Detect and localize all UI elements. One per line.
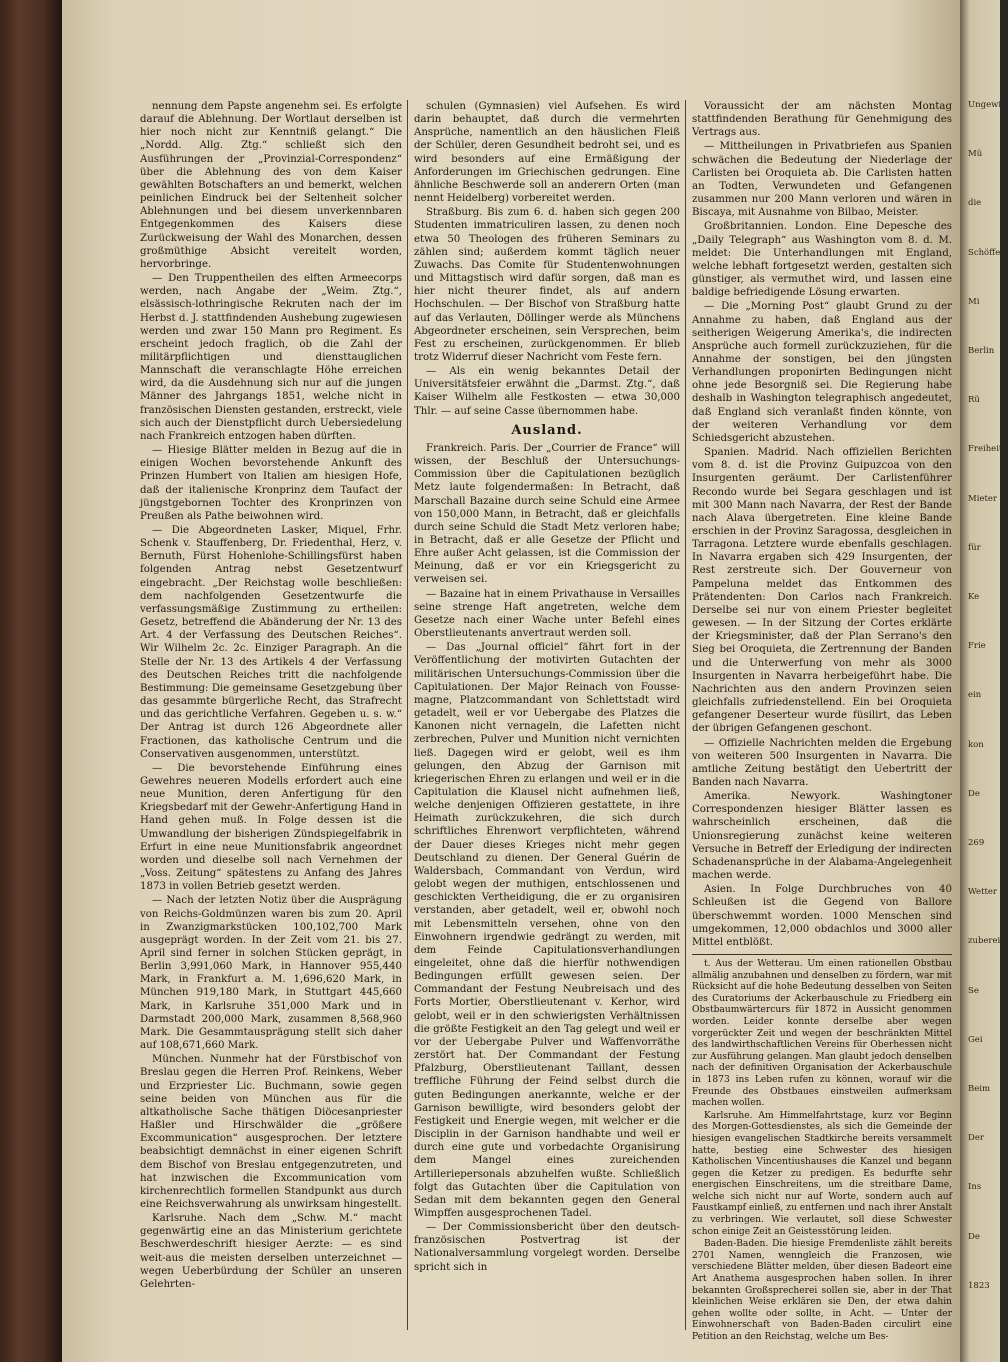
next-page-fragment: Mi bbox=[968, 296, 980, 307]
next-page-fragment: Mieter bbox=[968, 493, 997, 504]
paragraph: — Als ein wenig bekanntes Detail der Universitätsfeier erwähnt die „Darmst. Ztg.“, daß Kaiser Wilhelm alle Festkosten — etwa 30,000 Thlr. — auf seine Casse übernommen habe. bbox=[414, 366, 680, 417]
paragraph: — Der Commissionsbericht über den deutsch-französischen Postvertrag ist der Nationalversammlung vorgelegt worden. Derselbe spricht sich in bbox=[414, 1222, 680, 1273]
newspaper-page bbox=[62, 0, 960, 1362]
next-page-fragment: zuberei bbox=[968, 936, 1001, 947]
paragraph: — Offizielle Nachrichten melden die Ergebung von weiteren 500 Insurgenten in Navarra. Die amtliche Zeitung bestätigt den Uebertritt der Banden nach Navarra. bbox=[692, 737, 952, 788]
paragraph: Spanien. Madrid. Nach offiziellen Berichten vom 8. d. ist die Provinz Guipuzcoa von den Insurgenten geräumt. Der Carlistenführer Recondo wurde bei Segara geschlagen und ist mit 300 Mann nach Navarra, der Rest der Bande nach Alava übergetreten. Eine kleine Bande erschien in der Provinz Saragossa, desgleichen in Tarragona. Letztere wurde ebenfalls geschlagen. In Navarra ergaben sich 429 Insurgenten, der Rest zerstreute sich. Der Gouverneur von Pampeluna meldet das Entkommen des Prätendenten: Don Carlos nach Frankreich. Derselbe sei nur von einem Priester begleitet gewesen. — In der Sitzung der Cortes erklärte der Kriegsminister, daß der Plan Serrano's den Sieg bei Oroquieta, die Zertrennung der Banden und die Unterwerfung von mehr als 3000 Insurgenten in Navarra herbeigeführt habe. Die Nachrichten aus den andern Provinzen seien gleichfalls zufriedenstellend. Ein bei Oroquieta gefangener Deserteur wurde füsilirt, das Leben der übrigen Gefangenen geschont. bbox=[692, 447, 952, 735]
next-page-fragment: Mü bbox=[968, 149, 983, 160]
paragraph: — Nach der letzten Notiz über die Ausprägung von Reichs-Goldmünzen waren bis zum 20. April in Zwanzigmarkstücken 100,102,700 Mark ausgeprägt worden. In der Zeit vom 21. bis 27. April sind ferner in solchen Stücken geprägt, in Berlin 3,991,060 Mark, in Hannover 955,440 Mark, in Frankfurt a. M. 1,696,620 Mark, in München 919,180 Mark, in Stuttgart 445,660 Mark, in Karlsruhe 351,000 Mark und in Darmstadt 200,000 Mark, zusammen 8,568,960 Mark. Die Gesammtausprägung stellt sich daher auf 108,671,660 Mark. bbox=[140, 895, 402, 1052]
next-page-fragment: Ke bbox=[968, 592, 980, 602]
column-1 bbox=[140, 100, 402, 1330]
next-page-fragment: Gei bbox=[968, 1034, 983, 1045]
next-page-fragment: De bbox=[968, 1231, 980, 1242]
adjacent-page-edge bbox=[960, 0, 1006, 1362]
next-page-fragment: De bbox=[968, 788, 980, 799]
column-3 bbox=[692, 100, 952, 1342]
next-page-fragment: Wetter bbox=[968, 887, 997, 898]
paragraph: Voraussicht der am nächsten Montag stattfindenden Berathung für Genehmigung des Vertrags aus. bbox=[692, 101, 952, 139]
paragraph: — Mittheilungen in Privatbriefen aus Spanien schwächen die Bedeutung der Niederlage der Carlisten bei Oroquieta ab. Die Carlisten hatten an Todten, Verwundeten und Gefangenen zusammen nur 200 Mann verloren und wären in Biscaya, mit Ausnahme von Bilbao, Meister. bbox=[692, 141, 952, 219]
paragraph: — Die Abgeordneten Lasker, Miquel, Frhr. Schenk v. Stauffenberg, Dr. Friedenthal, Herz, v. Bernuth, Fürst Hohenlohe-Schillingsfürst haben folgenden Antrag nebst Gesetzentwurf eingebracht. „Der Reichstag wolle beschließen: dem nachfolgenden Gesetzentwurfe die verfassungsmäßige Zustimmung zu ertheilen: Gesetz, betreffend die Abänderung der Nr. 13 des Art. 4 der Verfassung des Deutschen Reiches“. Wir Wilhelm 2c. 2c. Einziger Paragraph. An die Stelle der Nr. 13 des Artikels 4 der Verfassung des Deutschen Reiches tritt die nachfolgende Bestimmung: Die gemeinsame Gesetzgebung über das gesammte bürgerliche Recht, das Strafrecht und das gerichtliche Verfahren. Gegeben u. s. w.“ Der Antrag ist durch 126 Abgeordnete aller Fractionen, das katholische Centrum und die Conservativen ausgenommen, unterstützt. bbox=[140, 525, 402, 760]
column-2 bbox=[414, 100, 680, 1330]
next-page-fragment: Se bbox=[968, 985, 979, 996]
paragraph: Straßburg. Bis zum 6. d. haben sich gegen 200 Studenten immatriculiren lassen, zu denen noch etwa 50 Theologen des früheren Seminars zu zählen sind; außerdem kommt täglich neuer Zuwachs. Das Comite für Studentenwohnungen und Mittagstisch wird dafür sorgen, daß man es hier nicht theurer findet, als auf andern Hochschulen. — Der Bischof von Straßburg hatte auf das Verlauten, Döllinger werde als Münchens Abgeordneter erscheinen, sein Versprechen, beim Fest zu erscheinen, zurückgenommen. Er blieb trotz Widerruf dieser Nachricht vom Feste fern. bbox=[414, 207, 680, 363]
column-divider bbox=[685, 100, 686, 1330]
next-page-fragment: Schöffen bbox=[968, 247, 1006, 258]
paragraph: München. Nunmehr hat der Fürstbischof von Breslau gegen die Herren Prof. Reinkens, Weber und Erzpriester Lic. Buchmann, sowie gegen seine beiden von München aus für die altkatholische Sache thätigen Diöcesanpriester Haßler und Hirschwälder die „größere Excommunication“ ausgesprochen. Der letztere beabsichtigt demnächst in einer eigenen Schrift dem Bischof von Breslau entgegenzutreten, und hat inzwischen die Excommunication vom kirchenrechtlich formellen Standpunkt aus durch eine Reichsverwahrung als unwirksam hingestellt. bbox=[140, 1054, 402, 1210]
next-page-fragment: Frie bbox=[968, 641, 986, 652]
paragraph: Karlsruhe. Am Himmelfahrtstage, kurz vor Beginn des Morgen-Gottesdienstes, als sich die Gemeinde der hiesigen evangelischen Stadtkirche bereits versammelt hatte, bestieg eine Schwester des hiesigen Katholischen Vincentiushauses die Kanzel und begann gegen die Ketzer zu predigen. Es bedurfte sehr energischen Einschreitens, um die streitbare Dame, welche sich nicht nur auf Worte, sondern auch auf Faustkampf einließ, zu entfernen und nach ihrer Anstalt zu verbringen. Wie verlautet, soll diese Schwester schon einige Zeit an Geistesstörung leiden. bbox=[692, 1110, 952, 1237]
section-separator bbox=[692, 954, 952, 955]
next-page-fragment: kon bbox=[968, 739, 984, 750]
next-page-fragment: für bbox=[968, 542, 981, 553]
paragraph: nennung dem Papste angenehm sei. Es erfolgte darauf die Ablehnung. Der Wortlaut derselben ist hier noch nicht zur Kenntniß gelangt.“ Die „Nordd. Allg. Ztg.“ schließt sich den Ausführungen der „Provinzial-Correspondenz“ über die Ablehnung des von dem Kaiser gewählten Botschafters an und bemerkt, welchen peinlichen Eindruck bei der Seltenheit solcher Ablehnungen und bei diesem unverkennbaren Entgegenkommen des Kaisers diese Zurückweisung der Wahl des Monarchen, dessen großmüthige Absicht vereitelt worden, hervorbringe. bbox=[140, 101, 402, 270]
next-page-fragment: Rü bbox=[968, 395, 980, 406]
next-page-fragment: Ins bbox=[968, 1182, 982, 1193]
section-heading-ausland: Ausland. bbox=[511, 422, 583, 438]
paragraph: Frankreich. Paris. Der „Courrier de France“ will wissen, der Beschluß der Untersuchungs-Commission über die Capitulationen bezüglich Metz laute folgendermaßen: In Betracht, daß Marschall Bazaine durch seine Schuld eine Armee von 150,000 Mann, in Betracht, daß er gleichfalls durch seine Schuld die Stadt Metz verloren habe; in Betracht, daß er alle Gesetze der Pflicht und Ehre außer Acht gelassen, ist die Commission der Meinung, daß er vor ein Kriegsgericht zu verweisen sei. bbox=[414, 442, 680, 586]
next-page-fragment: 1823 bbox=[968, 1280, 990, 1291]
paragraph: — Das „Journal officiel“ fährt fort in der Veröffentlichung der motivirten Gutachten der militärischen Untersuchungs-Commission über die Capitulationen. Der Major Reinach von Fousse-magne, Platzcommandant von Schlettstadt wird getadelt, weil er vor Uebergabe des Platzes die Kanonen nicht vernageln, die Lafetten nicht zerbrechen, Pulver und Munition nicht vernichten ließ. Dagegen wird er gelobt, weil es ihm gelungen, den Abzug der Garnison mit kriegerischen Ehren zu erlangen und weil er in die Capitulation die Klausel nicht aufnehmen ließ, welche denjenigen Offizieren gestattete, in ihre Heimath zurückzukehren, die sich durch schriftliches Ehrenwort verpflichteten, während der Dauer dieses Krieges nicht mehr gegen Deutschland zu dienen. Der General Guérin de Waldersbach, Commandant von Verdun, wird gelobt wegen der muthigen, entschlossenen und geschickten Vertheidigung, die er zu organisiren verstanden, aber getadelt, weil er, obwohl noch mit Lebensmitteln versehen, ohne von den Einwohnern irgendwie gedrängt zu werden, mit dem Feinde Capitulationsverhandlungen eingeleitet, ohne daß die hierfür nothwendigen Bedingungen erfüllt gewesen seien. Der Commandant der Festung Neubreisach und des Forts Mortier, Oberstlieutenant v. Kerhor, wird gelobt, weil er in den schwierigsten Verhältnissen die größte Festigkeit an den Tag gelegt und weil er vor der Uebergabe Pulver und Waffenvorräthe zerstört hat. Der Commandant der Festung Pfalzburg, Oberstlieutenant Taillant, dessen treffliche Führung der Feind selbst durch die guten Bedingungen anerkannte, welche er der Garnison bewilligte, wird besonders gelobt der Festigkeit und Energie wegen, mit welcher er die Disciplin in der Garnison handhabte und weil er durch eine gute und vorbedachte Organisirung dem Mangel eines zureichenden Artilleriepersonals abzuhelfen wußte. Schließlich folgt das Gutachten über die Capitulation von Sedan mit dem bekannten gegen den General Wimpffen ausgesprochenen Tadel. bbox=[414, 642, 680, 1219]
paragraph: — Die bevorstehende Einführung eines Gewehres neueren Modells erfordert auch eine neue Munition, deren Anfertigung für den Kriegsbedarf mit der Gewehr-Anfertigung Hand in Hand gehen muß. In Folge dessen ist die Umwandlung der bisherigen Zündspiegelfabrik in Erfurt in eine neue Munitionsfabrik angeordnet worden und dieselbe soll nach Vernehmen der „Voss. Zeitung“ spätestens zu Anfang des Jahres 1873 in vollen Betrieb gesetzt werden. bbox=[140, 762, 402, 893]
next-page-fragment: ein bbox=[968, 690, 982, 701]
paragraph: Großbritannien. London. Eine Depesche des „Daily Telegraph“ aus Washington vom 8. d. M. meldet: Die Unterhandlungen mit England, welche lebhaft fortgesetzt werden, gestalten sich günstiger, als vermuthet wird, und lassen eine baldige befriedigende Lösung erwarten. bbox=[692, 221, 952, 299]
next-page-fragment: Berlin bbox=[968, 346, 995, 356]
column-divider bbox=[407, 100, 408, 1330]
next-page-fragment: Beim bbox=[968, 1084, 991, 1094]
next-page-fragment: Ungewi bbox=[968, 100, 1002, 110]
paragraph: schulen (Gymnasien) viel Aufsehen. Es wird darin behauptet, daß durch die vermehrten Ansprüche, namentlich an den häuslichen Fleiß der Schüler, deren Gesundheit bedroht sei, und es wird besonders auf eine Ermäßigung der Anforderungen im Griechischen gedrungen. Eine ähnliche Beschwerde soll an anderern Orten (man nennt Heidelberg) vorbereitet werden. bbox=[414, 101, 680, 205]
paragraph: t. Aus der Wetterau. Um einen rationellen Obstbau allmälig anzubahnen und denselben zu fördern, war mit Rücksicht auf die hohe Bedeutung desselben von Seiten des Curatoriums der Ackerbauschule zu Friedberg ein Obstbaumwärtercurs für 1872 in Aussicht genommen worden. Leider konnte derselbe aber wegen vorgerückter Zeit und wegen der beschränkten Mittel des landwirthschaftlichen Vereins für Oberhessen nicht zur Ausführung gelangen. Man glaubt jedoch denselben nach der definitiven Organisation der Ackerbauschule in 1873 ins Leben rufen zu können, worauf wir die Freunde des Obstbaues einstweilen aufmerksam machen wollen. bbox=[692, 959, 952, 1109]
next-page-fragment: Freiheit bbox=[968, 444, 1003, 455]
next-page-fragment: 269 bbox=[968, 838, 985, 848]
next-page-fragment: die bbox=[968, 198, 982, 209]
paragraph: — Bazaine hat in einem Privathause in Versailles seine strenge Haft angetreten, welche dem Gesetze nach einer Wache unter Befehl eines Oberstlieutenants anvertraut werden soll. bbox=[414, 588, 680, 640]
paragraph: Asien. In Folge Durchbruches von 40 Schleußen ist die Gegend von Ballore überschwemmt worden. 1000 Menschen sind umgekommen, 12,000 obdachlos und 3000 aller Mittel entblößt. bbox=[692, 884, 952, 948]
paragraph: Karlsruhe. Nach dem „Schw. M.“ macht gegenwärtig eine an das Ministerium gerichtete Beschwerdeschrift hiesiger Aerzte: — es sind weit-aus die meisten derselben unterzeichnet — wegen Ueberbürdung der Schüler an unseren Gelehrten- bbox=[140, 1213, 402, 1290]
paragraph: — Den Truppentheilen des elften Armeecorps werden, nach Angabe der „Weim. Ztg.“, elsässisch-lothringische Rekruten nach der im Herbst d. J. stattfindenden Aushebung zugewiesen werden und zwar 150 Mann pro Regiment. Es erscheint jedoch fraglich, ob die Zahl der militärpflichtigen und diensttauglichen Mannschaft die veranschlagte Höhe erreichen wird, da die Ausdehnung sich nur auf die jungen Männer des Jahrgangs 1851, welche nicht in französischen Diensten gestanden, erstreckt, viele sich auch der Dienstpflicht durch Uebersiedelung nach Frankreich entzogen haben dürften. bbox=[140, 273, 402, 442]
next-page-fragment: Der bbox=[968, 1133, 984, 1144]
book-spine bbox=[0, 0, 62, 1362]
paragraph: Amerika. Newyork. Washingtoner Correspondenzen hiesiger Blätter lassen es wahrscheinlich erscheinen, daß die Unionsregierung zunächst keine weiteren Versuche in Betreff der Erledigung der indirecten Schadenansprüche in der Alabama-Angelegenheit machen werde. bbox=[692, 791, 952, 882]
paragraph: Baden-Baden. Die hiesige Fremdenliste zählt bereits 2701 Namen, wenngleich die Franzosen, wie verschiedene Blätter melden, über diesen Badeort eine Art Anathema ausgesprochen haben sollen. In ihrer bekannten Großsprecherei sollen sie, aber in der That kleinlichen Weise erklären sie Den, der etwa dahin gehen wollte oder sollte, in Acht. — Unter der Einwohnerschaft von Baden-Baden circulirt eine Petition an den Reichstag, welche um Bes- bbox=[692, 1239, 952, 1342]
paragraph: — Die „Morning Post“ glaubt Grund zu der Annahme zu haben, daß England aus der seitherigen Weigerung Amerika's, die indirecten Ansprüche auch formell zurückzuziehen, für die Annahme der sonstigen, bei den jüngsten Verhandlungen proponirten Bedingungen nicht ohne jede Besorgniß sei. Die Regierung habe deshalb in Washington telegraphisch angedeutet, daß England sich veranlaßt finden könnte, von der weiteren Verhandlung vor dem Schiedsgericht abzustehen. bbox=[692, 301, 952, 444]
paragraph: — Hiesige Blätter melden in Bezug auf die in einigen Wochen bevorstehende Ankunft des Prinzen Humbert von Italien am hiesigen Hofe, daß der italienische Kronprinz dem Taufact der jüngstgebornen Tochter des Kronprinzen von Preußen als Pathe beiwohnen wird. bbox=[140, 445, 402, 522]
